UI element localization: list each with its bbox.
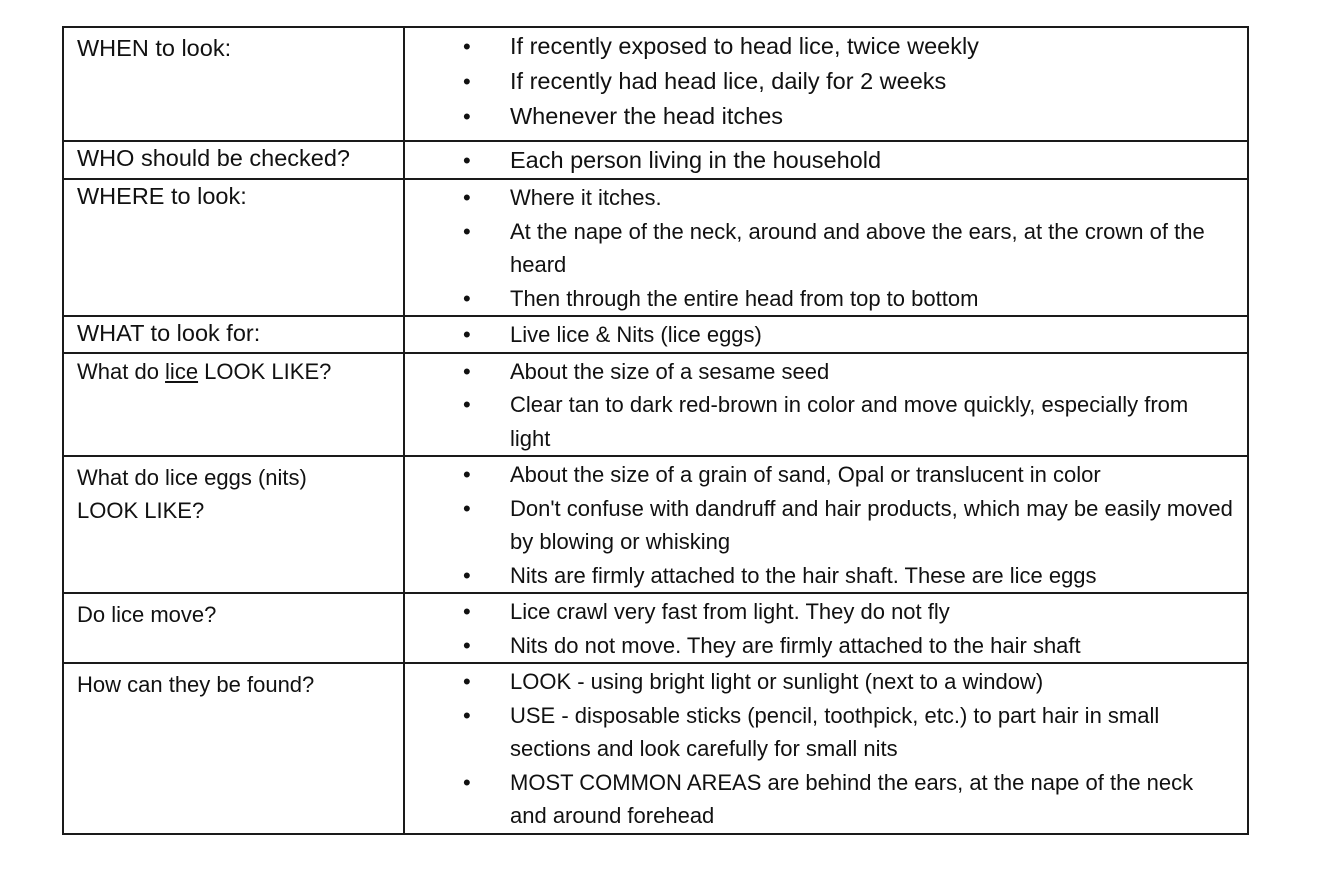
bullet-icon: • xyxy=(463,392,471,417)
list-item xyxy=(405,665,1247,699)
bullet-icon: • xyxy=(463,218,471,244)
question-text: What do xyxy=(77,358,166,384)
row-question: How can they be found? xyxy=(63,663,404,834)
answer-text: Don't confuse with dandruff and hair products, which may be easily moved by blowing or whisking xyxy=(510,495,1233,554)
row-answers xyxy=(404,353,1248,457)
row-question: WHO should be checked? xyxy=(63,141,404,179)
bullet-icon: • xyxy=(463,495,471,521)
answer-text: Where it itches. xyxy=(510,185,662,210)
answer-list xyxy=(405,594,1247,662)
table-row xyxy=(63,456,1248,593)
answer-text: USE - disposable sticks (pencil, toothpick, etc.) to part hair in small sections and look carefully for small nits xyxy=(510,702,1160,761)
list-item xyxy=(405,559,1247,593)
answer-list xyxy=(405,317,1247,352)
row-answers xyxy=(404,27,1248,141)
question-text: LOOK LIKE? xyxy=(198,358,332,384)
list-item xyxy=(405,29,1247,64)
answer-text: About the size of a grain of sand, Opal or translucent in color xyxy=(510,462,1101,487)
bullet-icon: • xyxy=(463,185,471,210)
bullet-icon: • xyxy=(463,769,471,795)
row-question: WHEN to look: xyxy=(63,27,404,141)
bullet-icon: • xyxy=(463,669,471,694)
list-item xyxy=(405,355,1247,389)
bullet-icon: • xyxy=(463,462,471,487)
row-answers xyxy=(404,316,1248,353)
row-answers xyxy=(404,663,1248,834)
list-item xyxy=(405,458,1247,492)
answer-text: LOOK - using bright light or sunlight (next to a window) xyxy=(510,669,1044,694)
row-answers xyxy=(404,141,1248,179)
row-question: Do lice move? xyxy=(63,593,404,663)
answer-list xyxy=(405,28,1247,134)
bullet-icon: • xyxy=(463,104,471,129)
question-text-underlined: lice xyxy=(165,358,199,384)
bullet-icon: • xyxy=(463,34,471,59)
answer-list xyxy=(405,354,1247,456)
answer-text: Lice crawl very fast from light. They do not fly xyxy=(510,599,950,624)
answer-text: MOST COMMON AREAS are behind the ears, at the nape of the neck and around forehead xyxy=(510,769,1194,828)
bullet-icon: • xyxy=(463,599,471,624)
list-item xyxy=(405,766,1247,833)
bullet-icon: • xyxy=(463,322,471,347)
table-row xyxy=(63,179,1248,316)
answer-text: Then through the entire head from top to bottom xyxy=(510,285,979,311)
answer-list xyxy=(405,142,1247,178)
row-question: WHAT to look for: xyxy=(63,316,404,353)
answer-text: If recently had head lice, daily for 2 weeks xyxy=(510,68,947,94)
answer-text: Nits are firmly attached to the hair shaft. These are lice eggs xyxy=(510,562,1097,588)
answer-list xyxy=(405,180,1247,315)
table-row xyxy=(63,663,1248,834)
row-answers xyxy=(404,179,1248,316)
answer-text: At the nape of the neck, around and above the ears, at the crown of the heard xyxy=(510,218,1205,277)
bullet-icon: • xyxy=(463,285,471,311)
answer-text: Nits do not move. They are firmly attached to the hair shaft xyxy=(510,632,1081,658)
list-item xyxy=(405,143,1247,178)
list-item xyxy=(405,181,1247,215)
answer-text: Each person living in the household xyxy=(510,147,882,173)
bullet-icon: • xyxy=(463,562,471,588)
list-item xyxy=(405,388,1247,455)
row-question: WHERE to look: xyxy=(63,179,404,316)
bullet-icon: • xyxy=(463,148,471,173)
answer-list xyxy=(405,664,1247,833)
table-row xyxy=(63,27,1248,141)
answer-text: Whenever the head itches xyxy=(510,103,784,129)
row-question xyxy=(63,353,404,457)
row-answers xyxy=(404,593,1248,663)
row-answers xyxy=(404,456,1248,593)
list-item xyxy=(405,699,1247,766)
table-row xyxy=(63,593,1248,663)
bullet-icon: • xyxy=(463,358,471,384)
list-item xyxy=(405,64,1247,99)
table-row xyxy=(63,353,1248,457)
answer-text: Clear tan to dark red-brown in color and move quickly, especially from light xyxy=(510,392,1189,451)
row-question: What do lice eggs (nits) LOOK LIKE? xyxy=(63,456,404,593)
answer-list xyxy=(405,457,1247,592)
table-row xyxy=(63,316,1248,353)
bullet-icon: • xyxy=(463,632,471,658)
list-item xyxy=(405,492,1247,559)
table-row xyxy=(63,141,1248,179)
list-item xyxy=(405,215,1247,282)
list-item xyxy=(405,595,1247,629)
bullet-icon: • xyxy=(463,69,471,94)
answer-text: If recently exposed to head lice, twice weekly xyxy=(510,33,979,59)
head-lice-check-table xyxy=(62,26,1249,835)
list-item xyxy=(405,282,1247,316)
answer-text: Live lice & Nits (lice eggs) xyxy=(510,322,762,347)
bullet-icon: • xyxy=(463,702,471,728)
list-item xyxy=(405,99,1247,134)
answer-text: About the size of a sesame seed xyxy=(510,358,830,384)
list-item xyxy=(405,629,1247,663)
list-item xyxy=(405,318,1247,352)
